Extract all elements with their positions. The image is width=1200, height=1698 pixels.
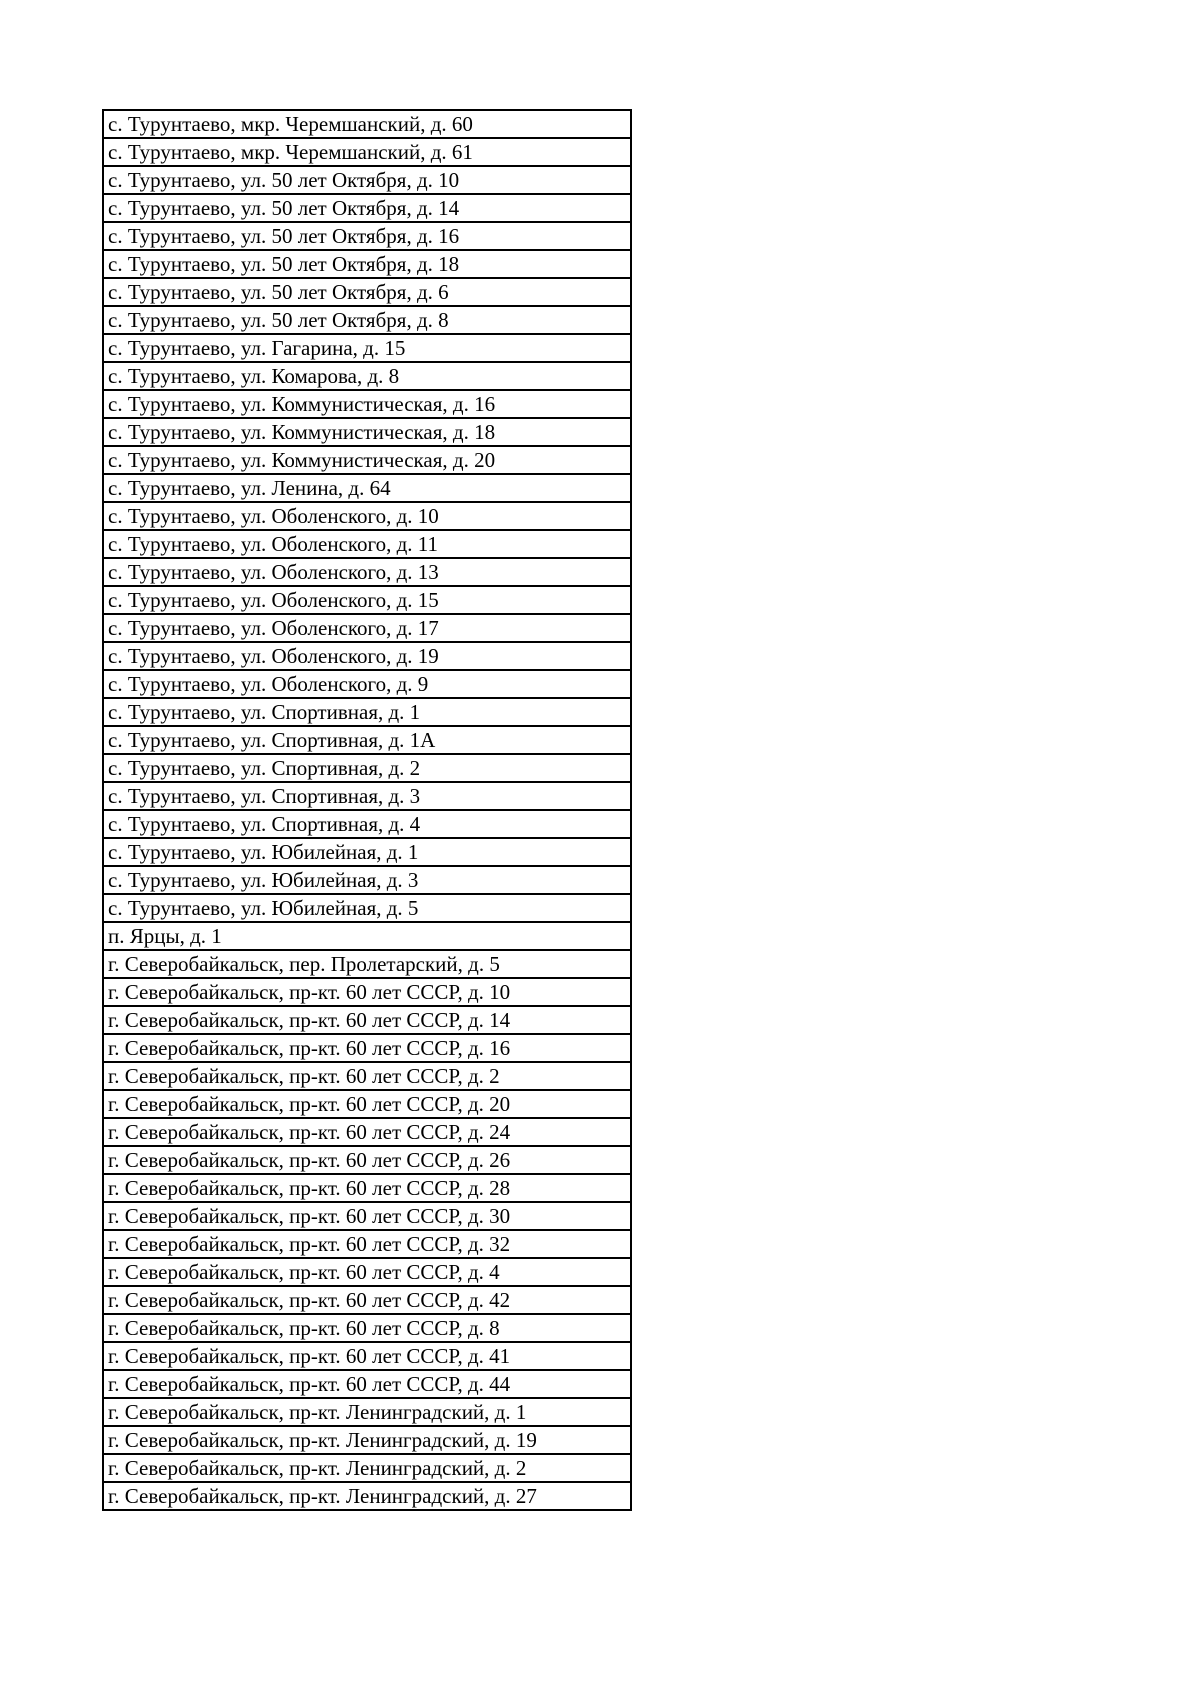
address-cell: г. Северобайкальск, пр-кт. 60 лет СССР, д. 28 [103, 1174, 631, 1202]
address-cell: с. Турунтаево, ул. Гагарина, д. 15 [103, 334, 631, 362]
table-row [103, 894, 631, 922]
address-cell: г. Северобайкальск, пр-кт. 60 лет СССР, д. 2 [103, 1062, 631, 1090]
table-row [103, 1370, 631, 1398]
table-row [103, 222, 631, 250]
table-row [103, 698, 631, 726]
address-cell: с. Турунтаево, ул. Спортивная, д. 3 [103, 782, 631, 810]
table-row [103, 1398, 631, 1426]
address-cell: с. Турунтаево, ул. Коммунистическая, д. 18 [103, 418, 631, 446]
table-row [103, 474, 631, 502]
table-row [103, 1090, 631, 1118]
address-cell: с. Турунтаево, ул. 50 лет Октября, д. 8 [103, 306, 631, 334]
address-cell: г. Северобайкальск, пр-кт. 60 лет СССР, д. 30 [103, 1202, 631, 1230]
table-row [103, 642, 631, 670]
address-cell: с. Турунтаево, ул. Спортивная, д. 1А [103, 726, 631, 754]
table-row [103, 278, 631, 306]
table-row [103, 1118, 631, 1146]
table-row [103, 1314, 631, 1342]
address-cell: г. Северобайкальск, пр-кт. 60 лет СССР, д. 26 [103, 1146, 631, 1174]
address-cell: г. Северобайкальск, пр-кт. 60 лет СССР, д. 32 [103, 1230, 631, 1258]
table-row [103, 1230, 631, 1258]
address-cell: с. Турунтаево, ул. 50 лет Октября, д. 10 [103, 166, 631, 194]
table-row [103, 138, 631, 166]
address-cell: с. Турунтаево, ул. Коммунистическая, д. 20 [103, 446, 631, 474]
table-row [103, 1034, 631, 1062]
address-cell: с. Турунтаево, ул. Оболенского, д. 13 [103, 558, 631, 586]
table-row [103, 754, 631, 782]
table-row [103, 1426, 631, 1454]
address-cell: с. Турунтаево, ул. Оболенского, д. 10 [103, 502, 631, 530]
address-cell: с. Турунтаево, ул. Оболенского, д. 19 [103, 642, 631, 670]
address-cell: с. Турунтаево, ул. Оболенского, д. 15 [103, 586, 631, 614]
address-cell: г. Северобайкальск, пр-кт. 60 лет СССР, д. 8 [103, 1314, 631, 1342]
address-cell: с. Турунтаево, ул. 50 лет Октября, д. 14 [103, 194, 631, 222]
address-cell: с. Турунтаево, ул. 50 лет Октября, д. 16 [103, 222, 631, 250]
address-cell: с. Турунтаево, ул. Спортивная, д. 2 [103, 754, 631, 782]
table-row [103, 194, 631, 222]
table-row [103, 1454, 631, 1482]
table-row [103, 1286, 631, 1314]
address-cell: г. Северобайкальск, пер. Пролетарский, д. 5 [103, 950, 631, 978]
table-row [103, 1062, 631, 1090]
table-row [103, 1146, 631, 1174]
table-row [103, 558, 631, 586]
address-cell: с. Турунтаево, ул. Коммунистическая, д. 16 [103, 390, 631, 418]
table-row [103, 530, 631, 558]
table-row [103, 670, 631, 698]
address-table [102, 109, 632, 1511]
address-cell: г. Северобайкальск, пр-кт. Ленинградский, д. 19 [103, 1426, 631, 1454]
address-cell: с. Турунтаево, мкр. Черемшанский, д. 61 [103, 138, 631, 166]
address-cell: с. Турунтаево, ул. Оболенского, д. 9 [103, 670, 631, 698]
table-row [103, 782, 631, 810]
address-cell: с. Турунтаево, ул. Оболенского, д. 11 [103, 530, 631, 558]
table-row [103, 1174, 631, 1202]
address-cell: г. Северобайкальск, пр-кт. 60 лет СССР, д. 10 [103, 978, 631, 1006]
address-cell: г. Северобайкальск, пр-кт. 60 лет СССР, д. 20 [103, 1090, 631, 1118]
address-cell: с. Турунтаево, ул. Юбилейная, д. 5 [103, 894, 631, 922]
table-row [103, 362, 631, 390]
table-row [103, 1258, 631, 1286]
table-row [103, 810, 631, 838]
address-cell: с. Турунтаево, ул. Ленина, д. 64 [103, 474, 631, 502]
address-cell: г. Северобайкальск, пр-кт. Ленинградский, д. 2 [103, 1454, 631, 1482]
table-row [103, 614, 631, 642]
table-row [103, 1482, 631, 1510]
address-cell: г. Северобайкальск, пр-кт. 60 лет СССР, д. 24 [103, 1118, 631, 1146]
table-row [103, 1342, 631, 1370]
table-row [103, 586, 631, 614]
address-cell: с. Турунтаево, ул. Спортивная, д. 4 [103, 810, 631, 838]
address-cell: с. Турунтаево, ул. Оболенского, д. 17 [103, 614, 631, 642]
address-cell: п. Ярцы, д. 1 [103, 922, 631, 950]
table-row [103, 446, 631, 474]
table-row [103, 866, 631, 894]
table-row [103, 390, 631, 418]
address-cell: г. Северобайкальск, пр-кт. 60 лет СССР, д. 44 [103, 1370, 631, 1398]
address-cell: г. Северобайкальск, пр-кт. Ленинградский, д. 1 [103, 1398, 631, 1426]
table-row [103, 950, 631, 978]
table-row [103, 726, 631, 754]
table-row [103, 250, 631, 278]
address-cell: г. Северобайкальск, пр-кт. Ленинградский, д. 27 [103, 1482, 631, 1510]
address-cell: с. Турунтаево, ул. 50 лет Октября, д. 18 [103, 250, 631, 278]
table-row [103, 110, 631, 138]
address-cell: с. Турунтаево, мкр. Черемшанский, д. 60 [103, 110, 631, 138]
table-row [103, 334, 631, 362]
table-row [103, 418, 631, 446]
table-row [103, 922, 631, 950]
table-row [103, 166, 631, 194]
table-row [103, 1202, 631, 1230]
address-cell: г. Северобайкальск, пр-кт. 60 лет СССР, д. 14 [103, 1006, 631, 1034]
address-cell: г. Северобайкальск, пр-кт. 60 лет СССР, д. 41 [103, 1342, 631, 1370]
address-cell: с. Турунтаево, ул. Юбилейная, д. 3 [103, 866, 631, 894]
table-row [103, 306, 631, 334]
address-cell: с. Турунтаево, ул. Спортивная, д. 1 [103, 698, 631, 726]
address-cell: с. Турунтаево, ул. 50 лет Октября, д. 6 [103, 278, 631, 306]
address-cell: г. Северобайкальск, пр-кт. 60 лет СССР, д. 16 [103, 1034, 631, 1062]
table-row [103, 838, 631, 866]
table-row [103, 978, 631, 1006]
address-cell: с. Турунтаево, ул. Комарова, д. 8 [103, 362, 631, 390]
address-cell: г. Северобайкальск, пр-кт. 60 лет СССР, д. 42 [103, 1286, 631, 1314]
address-table-body [103, 110, 631, 1510]
address-cell: г. Северобайкальск, пр-кт. 60 лет СССР, д. 4 [103, 1258, 631, 1286]
table-row [103, 502, 631, 530]
table-row [103, 1006, 631, 1034]
address-cell: с. Турунтаево, ул. Юбилейная, д. 1 [103, 838, 631, 866]
